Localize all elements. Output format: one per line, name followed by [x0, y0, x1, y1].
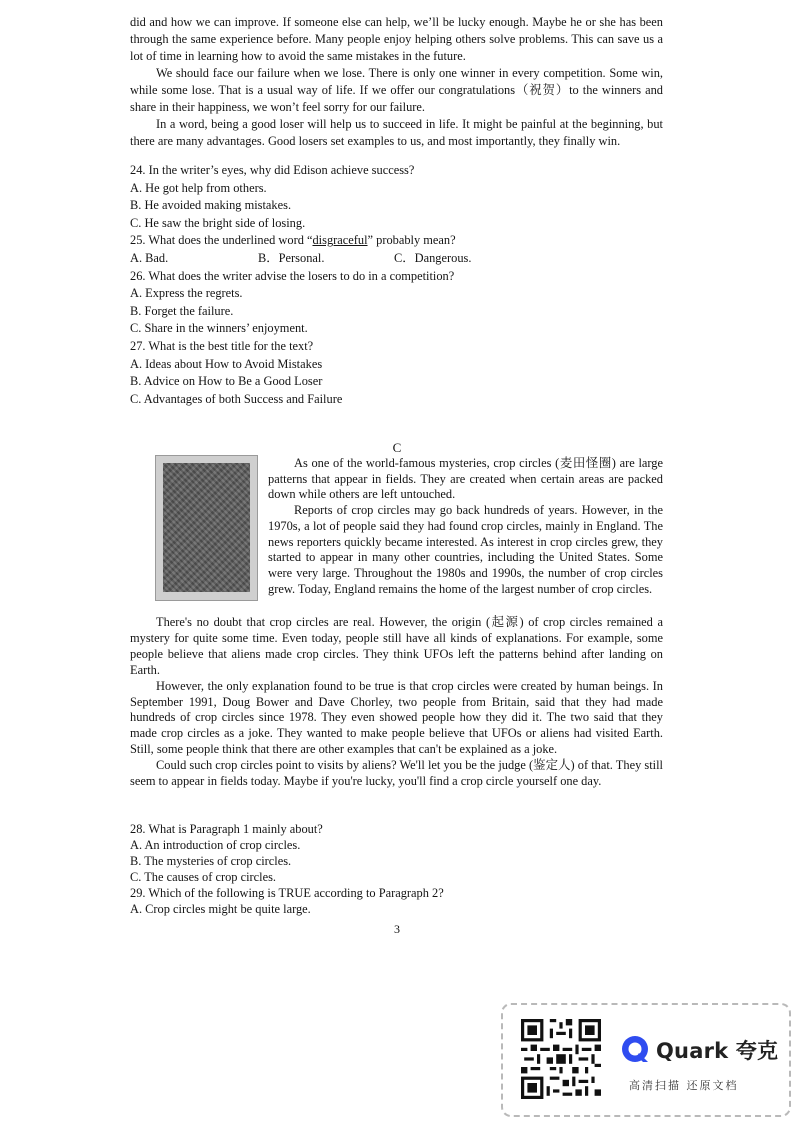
question-25-pre: 25. What does the underlined word “: [130, 233, 313, 248]
option: B. He avoided making mistakes.: [130, 198, 292, 213]
quark-brand-name: Quark 夸克: [656, 1039, 779, 1063]
quark-logo-icon: [621, 1035, 651, 1065]
question-27: 27. What is the best title for the text?: [130, 338, 314, 353]
paragraph: However, the only explanation found to be true is that crop circles were created by human beings. In September 1991, Doug Bower and Dave Chorley, two people from Britain, said that they had made hundreds of crop circles since 1978. They even showed people how they did it. The two said that they made crop circles as a joke. They wanted to make people believe that UFOs or aliens had visited Earth. Still, some people think that there are other examples that can't be explained as a joke.: [130, 678, 663, 757]
section-c-intro: [268, 456, 663, 597]
paragraph: There's no doubt that crop circles are real. However, the origin (起源) of crop circles remained a mystery for quite some time. Even today, people still have all kinds of explanations. For example, some people believe that aliens made crop circles. They think UFOs left the patterns behind after landing on Earth.: [130, 615, 663, 677]
option: C. The causes of crop circles.: [130, 869, 276, 884]
section-heading: C: [392, 440, 402, 455]
question-29: 29. Which of the following is TRUE according to Paragraph 2?: [130, 885, 444, 900]
paragraph: In a word, being a good loser will help us to succeed in life. It might be painful at the beginning, but there are many advantages. Good losers set examples to us, and most importantly, they finally win.: [130, 117, 663, 148]
option: A. Ideas about How to Avoid Mistakes: [130, 356, 323, 371]
paragraph: Reports of crop circles may go back hundreds of years. However, in the 1970s, a lot of people said they had found crop circles, mainly in England. The news reporters quickly became interested. As interest in crop circles grew, they started to appear in many other countries, including the United States. Some were very large. Throughout the 1980s and 1990s, the number of crop circles grew. Today, England remains the home of the largest number of crop circles.: [268, 503, 663, 596]
option: C. He saw the bright side of losing.: [130, 215, 306, 230]
question-24: 24. In the writer’s eyes, why did Edison achieve success?: [130, 163, 415, 177]
paragraph: Could such crop circles point to visits by aliens? We'll let you be the judge (鉴定人) of that. They still seem to appear in fields today. Maybe if you're lucky, you'll find a crop circle yourself one day.: [130, 758, 663, 789]
paragraph: We should face our failure when we lose. There is only one winner in every competition. Some win, while some lose. That is a usual way of life. If we offer our congratulations（祝贺）to the winners and share in their happiness, we won’t feel sorry for our failure.: [130, 66, 663, 114]
option: A. He got help from others.: [130, 180, 267, 195]
page-number: 3: [394, 922, 400, 936]
option: A. Express the regrets.: [130, 286, 243, 301]
option: B. The mysteries of crop circles.: [130, 853, 292, 868]
option: C．Dangerous.: [394, 250, 472, 265]
option: B. Advice on How to Be a Good Loser: [130, 374, 323, 389]
quark-watermark: [501, 1003, 791, 1117]
option: C. Advantages of both Success and Failure: [130, 391, 343, 406]
question-26: 26. What does the writer advise the losers to do in a competition?: [130, 268, 455, 283]
passage-b-ending: [130, 14, 663, 150]
option: B．Personal.: [258, 250, 325, 265]
option: A. Crop circles might be quite large.: [130, 901, 311, 916]
question-25: [130, 232, 663, 250]
section-c-body: [130, 615, 663, 790]
question-25-options: [130, 250, 663, 268]
paragraph: As one of the world-famous mysteries, crop circles (麦田怪圈) are large patterns that appear in fields. They are created when certain areas are packed down while others are left untouched.: [268, 456, 663, 502]
underlined-word: disgraceful: [312, 233, 368, 248]
questions-28-29: [130, 822, 663, 917]
paragraph: did and how we can improve. If someone else can help, we’ll be lucky enough. Maybe he or she has been through the same experience before. Many people enjoy helping others solve problems. This can save us a lot of time in learning how to avoid the same mistakes in the future.: [130, 15, 663, 63]
crop-circle-photo: [155, 455, 258, 601]
option: A. An introduction of crop circles.: [130, 837, 301, 852]
option: A. Bad.: [130, 250, 169, 265]
question-28: 28. What is Paragraph 1 mainly about?: [130, 822, 323, 836]
questions-24-27: [130, 162, 663, 408]
question-25-post: ” probably mean?: [367, 233, 456, 248]
quark-tagline: 高清扫描 还原文档: [629, 1079, 739, 1092]
quark-brand: [621, 1035, 778, 1065]
option: C. Share in the winners’ enjoyment.: [130, 321, 308, 336]
option: B. Forget the failure.: [130, 303, 234, 318]
photo-image: [163, 463, 250, 592]
qr-code-icon: [521, 1019, 601, 1099]
